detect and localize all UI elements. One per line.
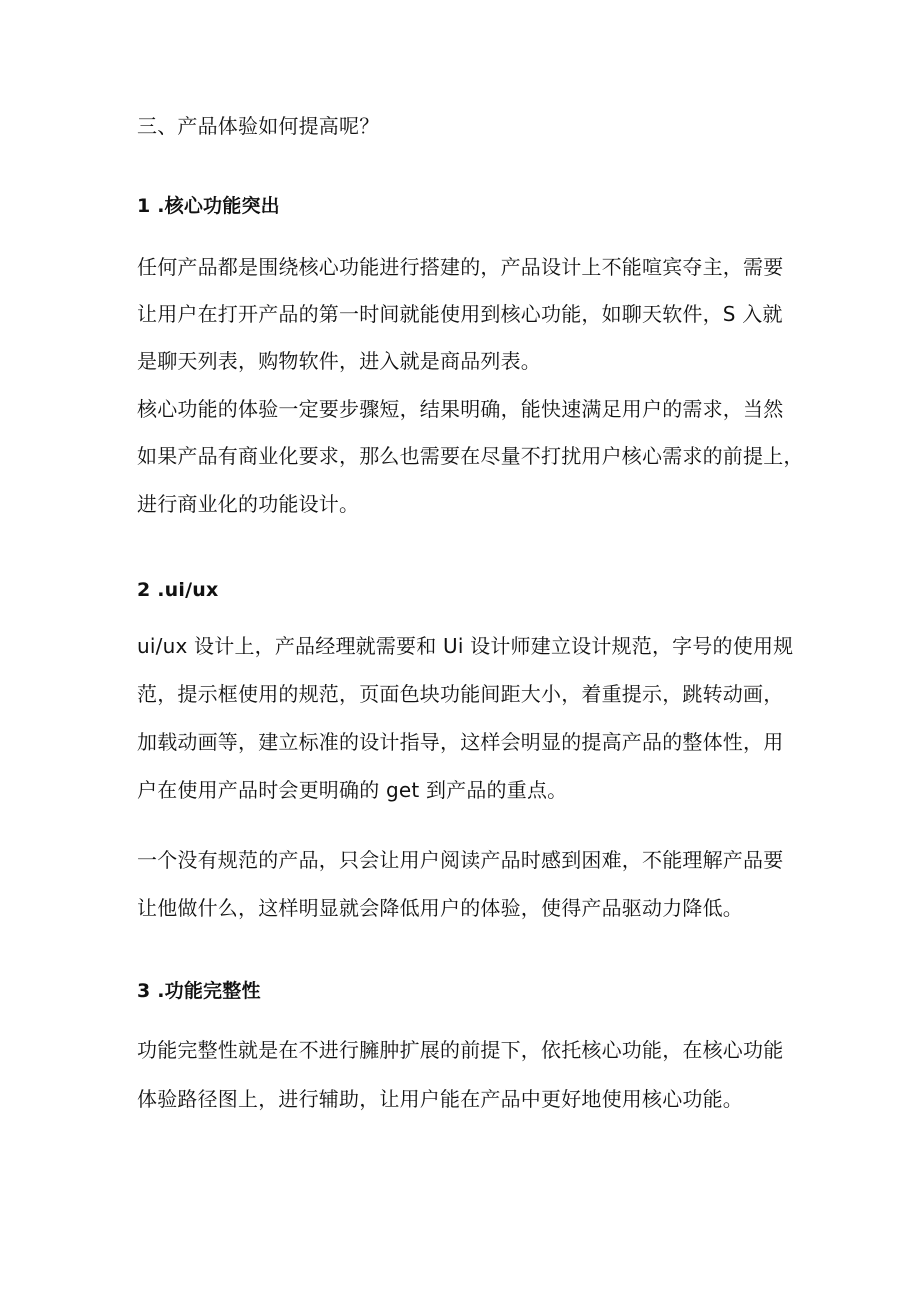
section-3-line-2: 体验路径图上，进行辅助，让用户能在产品中更好地使用核心功能。	[137, 1087, 743, 1111]
section-3-line-1: 功能完整性就是在不进行臃肿扩展的前提下，依托核心功能，在核心功能	[137, 1038, 784, 1062]
section-2-heading: 2 .ui/ux	[137, 579, 219, 601]
section-1-line-6: 进行商业化的功能设计。	[137, 492, 360, 516]
section-2-line-1: ui/ux 设计上，产品经理就需要和 Ui 设计师建立设计规范，字号的使用规	[137, 634, 794, 658]
section-2-line-4: 户在使用产品时会更明确的 get 到产品的重点。	[137, 778, 568, 802]
section-2-line-2: 范，提示框使用的规范，页面色块功能间距大小，着重提示，跳转动画，	[137, 682, 784, 706]
section-1-heading: 1 .核心功能突出	[137, 195, 280, 217]
section-3-heading: 3 .功能完整性	[137, 980, 261, 1002]
page-title: 三、产品体验如何提高呢？	[137, 114, 380, 138]
section-1-line-2: 让用户在打开产品的第一时间就能使用到核心功能，如聊天软件，S 入就	[137, 302, 783, 326]
section-1-line-4: 核心功能的体验一定要步骤短，结果明确，能快速满足用户的需求，当然	[137, 397, 784, 421]
section-1-line-5: 如果产品有商业化要求，那么也需要在尽量不打扰用户核心需求的前提上，	[137, 444, 804, 468]
section-2-line-5: 一个没有规范的产品，只会让用户阅读产品时感到困难，不能理解产品要	[137, 848, 784, 872]
section-1-line-1: 任何产品都是围绕核心功能进行搭建的，产品设计上不能喧宾夺主，需要	[137, 255, 784, 279]
section-2-line-6: 让他做什么，这样明显就会降低用户的体验，使得产品驱动力降低。	[137, 896, 743, 920]
section-1-line-3: 是聊天列表，购物软件，进入就是商品列表。	[137, 349, 541, 373]
section-2-line-3: 加载动画等，建立标准的设计指导，这样会明显的提高产品的整体性，用	[137, 730, 784, 754]
